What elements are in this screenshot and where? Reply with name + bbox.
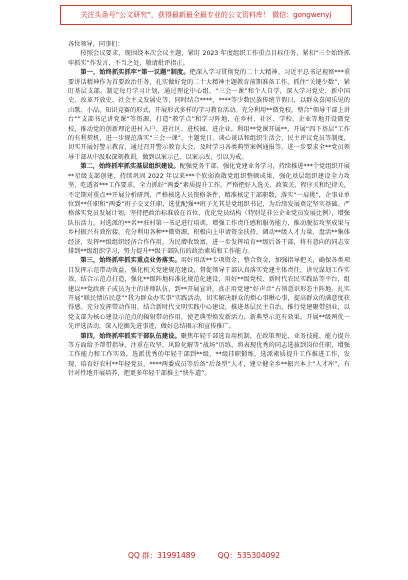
qq-group-label: QQ 群： [127, 551, 158, 560]
section-1-body: 把深入学习贯彻党的二十大精神、习近平总书记视察***重要讲话精神作为首要政治任务，扎实做好党的二十大精神主题教育前期准备工作，抓住“关键少数”，紧盯基层支部，制定每月学习计划，通过理论中心组、“三会一课”和个人自学，深入学习党史、新中国史、改革开放史、社会主义发展史等，同时结合****、****等少数民族传统节假日，以群众喜闻乐见的山歌、小品、知识竞赛的形式，开展形式多样的学习教育活动。充分利用**微党校，整合“领导干部上讲台”“支部书记讲党课”等资源，打造“教学点”和学习阵地，在乡村、社区、学校、企业等地开设微党校，推动党的创新理论进村入户、进社区、进校园、进企业。利用**党课开展**，开展“四下基层”工作的有利契机，进一步规范落实“三会一课”、主题党日、谈心谈话和组织生活会、民主评议党员等制度，切实开展好警示教育，通过召开警示教育大会、及时学习各类典型案例通报等，进一步要求全**党员领导干部从中汲取深刻教训，做到以案示己、以案示改，引以为戒。 [68, 69, 351, 161]
section-4-body: 聚焦年轻干部选育用机制，在政策理论、业务技能、能力提升等方面给予帮带指导，注重在攻坚、风险化解等“战场”历练，将表现优秀的同志选拔到岗位任职，增强工作能力和工作实效。选派优秀的年轻干部到**级、**级挂职锻炼，选派素质提升工作推进工作，发现、培育好农村**年轻党员，****两委成员等后备“后备型”人才，建立健全乡**振兴本土“人才库”，有针对性地开展培养，把更多年轻干部推上“快车道”。 [68, 332, 351, 378]
section-1 [68, 68, 350, 162]
document-body [68, 40, 350, 379]
section-4 [68, 332, 350, 379]
qq-group-number: 31991489 [157, 551, 196, 560]
section-3-heading: 第三，始终抓牢抓实重点业务落实。 [80, 257, 181, 265]
section-3-body: 用好用活**专项资金，整合资金，加强指导把关，确保各类项目发挥示范带动效益，强化机关党建规范建设，督促领导干部认真落实党建主体责任，讲究谋划工作实效，结合示范点打造，强化**级阵地标准化规范化建设，用好**级党校、新时代农民实践站等平台，组建以**党政班子成员为主的讲师队伍，到**开展宣讲，真正用党建“好声音”占领意识形态主阵地。扎实开展“联民情访民意”“我为群众办实事”实践活动，切实解决群众的烦心事揪心事，提高群众的满意度获得感。充分发挥带动作用，结合新时代文明实践中心建设，推进基层民主自治，推行党建聚带创业，以党支部为核心建设示范点的辐射带动作用，使老典型焕发新活力，新典型示范有效果。开展**级两优一先评选活动，深入挖掘先进事迹，做好总结揭示和宣传推广。 [68, 257, 351, 331]
section-2-heading: 第二，始终抓牢抓实基层组织建设。 [80, 163, 180, 171]
section-2 [68, 162, 350, 256]
qq-info [218, 550, 280, 561]
section-3 [68, 256, 350, 331]
section-1-heading: 第一，始终抓实抓牢“第一议题”制度。 [80, 69, 190, 77]
intro-paragraph: 按照会议要求，现围绕本次会议主题，紧盯 2023 年度组织工作重点目标任务，紧扣“三个始终抓牢抓实”作发言，不当之处，敬请批评指正。 [68, 50, 350, 67]
greeting: 各位领导，同事们： [68, 41, 124, 48]
section-2-body: 配强党务干部，强化党建业务学习，持续推进***个党组织开展**星级支部创建，持续巩固 2022 年以来***个软弱涣散党组织整顿成果，强化基层组织建设全力攻坚，吃透省***工作要求，全力抓好“两委”素质提升工作。严格把好人选关、政策关、程序关和纪律关，不定期对重点**开展分析研判，严格核选人员资格条件，精准核定干部职数，落实“一肩挑”，企事业单位到**任职和“两委”班子交叉任职，选优配强**班子尤其是党组织书记，为后续发展奠定坚实基础。严格落实党员发展计划，坚持把政治标准放在首位，优化党员结构（特别是非公企业党员发展比例），增强队伍活力。对选派的**名**驻村第一书记进行培训，增强工作责任感和服务能力，推动脱贫攻坚成果与乡村振兴有效衔接。充分利用各种**微资源，积极向上申请资金扶持，调动**级人才力量，盘活**集体经济，发挥**级组织经济合作作用，为民增收致富，进一步发挥培育**级后备干部，将有意向的同志安排到**级组织学习，努力提升**级于部队伍的政治素质和工作能力。 [68, 163, 350, 255]
footer-contact [0, 550, 408, 561]
qq-group-info [128, 550, 195, 561]
section-4-heading: 第四，始终抓牢抓实干部队伍建设。 [80, 332, 181, 340]
qq-number: 535304092 [237, 551, 281, 560]
qq-label: QQ： [217, 551, 238, 560]
header-banner: 关注头条号“公文研究”，获得最新最全最专业的公文资料库！ 微信：gongwenyj [60, 5, 352, 25]
